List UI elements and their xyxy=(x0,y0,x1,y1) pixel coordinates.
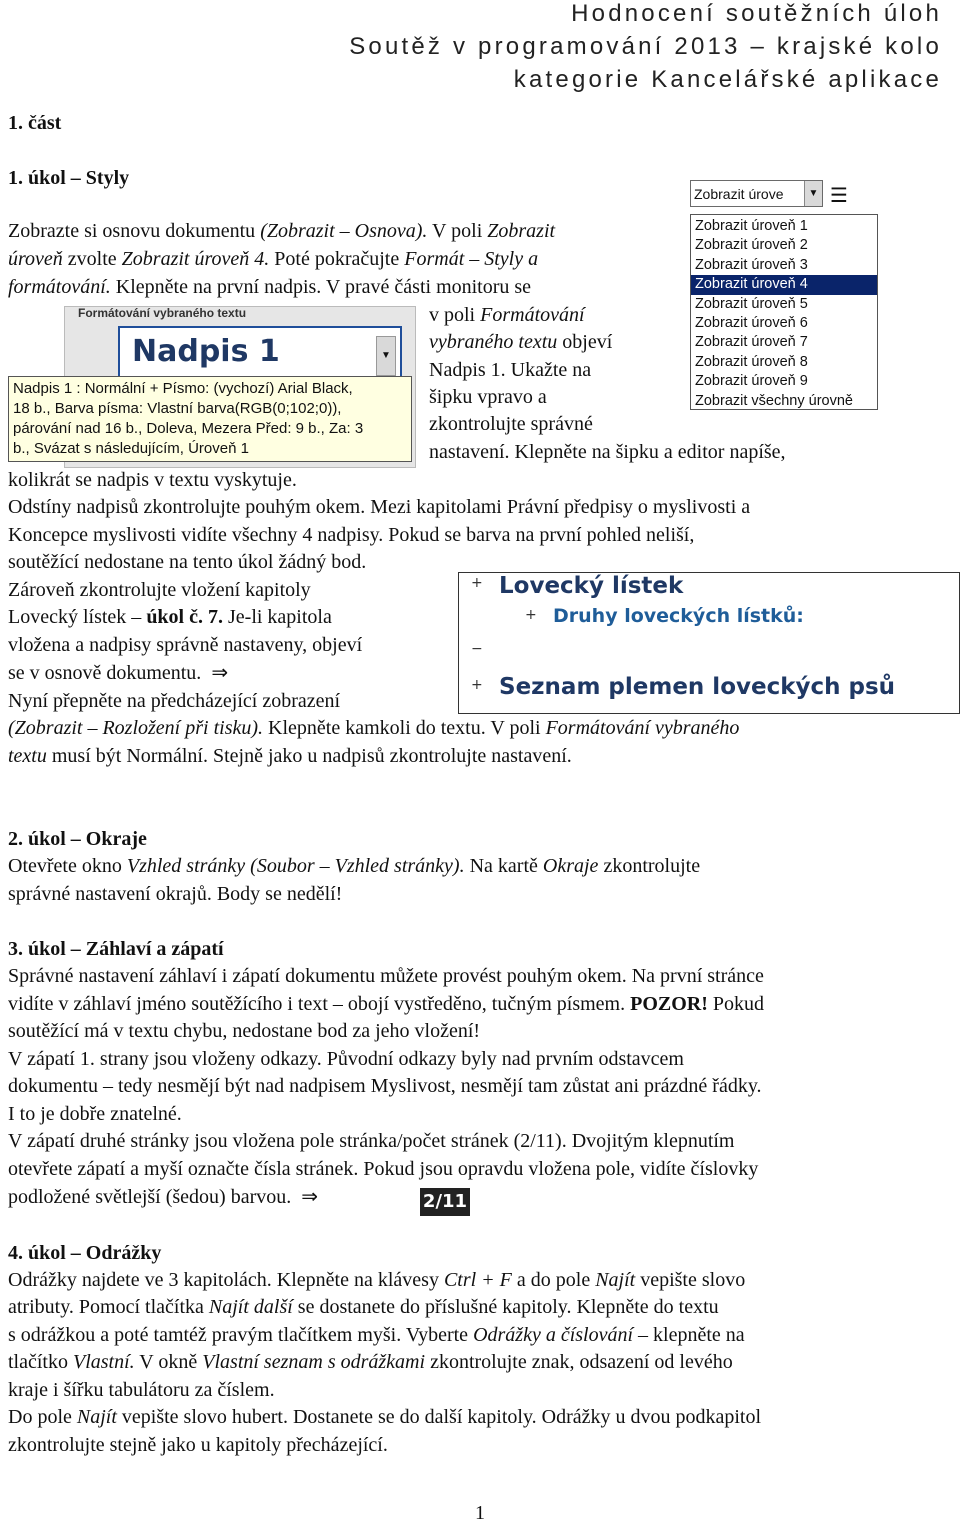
dropdown-item[interactable]: Zobrazit úroveň 8 xyxy=(695,353,808,370)
task1-line-8: zkontrolujte správné xyxy=(429,413,593,435)
task1-para4-line-3: textu musí být Normální. Stejně jako u nadpisů zkontrolujte nastavení. xyxy=(8,745,572,767)
task1-para3-line-2: Lovecký lístek – úkol č. 7. Je-li kapitola xyxy=(8,606,332,628)
task3-line-2: vidíte v záhlaví jméno soutěžícího i text – obojí vystředěno, tučným písmem. POZOR! Pokud xyxy=(8,993,765,1015)
dropdown-item[interactable]: Zobrazit úroveň 6 xyxy=(695,314,808,331)
task1-para3-line-3: vložena a nadpisy správně nastaveny, objeví xyxy=(8,634,363,656)
collapse-minus-icon: − xyxy=(471,641,483,657)
task1-line-6: Nadpis 1. Ukažte na xyxy=(429,359,592,381)
style-tooltip: Nadpis 1 : Normální + Písmo: (vychozí) Arial Black, 18 b., Barva písma: Vlastní barva(RGB(0;102;0)), párování nad 16 b., Doleva, Mezera Před: 9 b., Za: 3 b., Svázat s následujícím, Úroveň 1 xyxy=(8,376,412,462)
double-arrow-icon: ⇒ xyxy=(211,662,229,684)
dropdown-item[interactable]: Zobrazit všechny úrovně xyxy=(695,392,853,409)
task1-line-9: nastavení. Klepněte na šipku a editor napíše, xyxy=(429,441,786,463)
task4-line-4: tlačítko Vlastní. V okně Vlastní seznam s odrážkami zkontrolujte znak, odsazení od levého xyxy=(8,1351,733,1373)
expand-plus-icon: + xyxy=(471,575,483,591)
doc-header-category: kategorie Kancelářské aplikace xyxy=(513,66,942,93)
style-panel-caption: Formátování vybraného textu xyxy=(78,306,247,320)
task3-line-6: I to je dobře znatelné. xyxy=(8,1103,182,1125)
task1-line-4: v poli Formátování xyxy=(429,304,585,326)
outline-heading-1[interactable]: Lovecký lístek xyxy=(499,573,684,599)
doc-header-title: Hodnocení soutěžních úloh xyxy=(571,0,942,27)
chevron-down-icon[interactable]: ▼ xyxy=(804,181,822,206)
outline-heading-2[interactable]: Druhy loveckých lístků: xyxy=(553,605,804,627)
dropdown-item[interactable]: Zobrazit úroveň 2 xyxy=(695,237,808,254)
dropdown-item[interactable]: Zobrazit úroveň 3 xyxy=(695,256,808,273)
toolbar-lines-icon: ☰ xyxy=(830,183,848,207)
task4-heading: 4. úkol – Odrážky xyxy=(8,1242,162,1264)
task3-line-7: V zápatí druhé stránky jsou vložena pole stránka/počet stránek (2/11). Dvojitým klepnutím xyxy=(8,1130,735,1152)
doc-header-subtitle: Soutěž v programování 2013 – krajské kolo xyxy=(349,33,942,60)
task2-line-2: správné nastavení okrajů. Body se nedělí! xyxy=(8,883,343,905)
task3-line-5: dokumentu – tedy nesmějí být nad nadpisem Myslivost, nesmějí tam zůstat ani prázdné řádky. xyxy=(8,1075,762,1097)
task1-heading: 1. úkol – Styly xyxy=(8,167,130,189)
page-number: 1 xyxy=(475,1502,485,1524)
task1-para2-line-2: Koncepce myslivosti vidíte všechny 4 nadpisy. Pokud se barva na první pohled neliší, xyxy=(8,524,695,546)
task2-line-1: Otevřete okno Vzhled stránky (Soubor – Vzhled stránky). Na kartě Okraje zkontrolujte xyxy=(8,855,701,877)
task3-heading: 3. úkol – Záhlaví a zápatí xyxy=(8,938,224,960)
dropdown-item[interactable]: Zobrazit úroveň 7 xyxy=(695,334,808,351)
task1-para2-line-3: soutěžící nedostane na tento úkol žádný bod. xyxy=(8,551,367,573)
dropdown-item-selected[interactable]: Zobrazit úroveň 4 xyxy=(691,275,877,294)
expand-plus-icon: + xyxy=(471,677,483,693)
task4-line-6: Do pole Najít vepište slovo hubert. Dostanete se do další kapitoly. Odrážky u dvou podkapitol xyxy=(8,1406,762,1428)
task3-line-8: otevřete zápatí a myší označte čísla stránek. Pokud jsou opravdu vložena pole, vidíte číslovky xyxy=(8,1158,759,1180)
task3-line-1: Správné nastavení záhlaví i zápatí dokumentu můžete provést pouhým okem. Na první stránce xyxy=(8,965,764,987)
task4-line-3: s odrážkou a poté tamtéž pravým tlačítkem myši. Vyberte Odrážky a číslování – klepněte na xyxy=(8,1324,745,1346)
double-arrow-icon: ⇒ xyxy=(301,1186,319,1208)
task2-heading: 2. úkol – Okraje xyxy=(8,828,147,850)
task3-line-4: V zápatí 1. strany jsou vloženy odkazy. Původní odkazy byly nad prvním odstavcem xyxy=(8,1048,684,1070)
style-format-figure xyxy=(8,306,413,466)
page-field-badge: 2/11 xyxy=(420,1188,470,1216)
task1-line-2: úroveň zvolte Zobrazit úroveň 4. Poté pokračujte Formát – Styly a xyxy=(8,248,539,270)
task1-para3-line-1: Zároveň zkontrolujte vložení kapitoly xyxy=(8,579,311,601)
outline-level-list xyxy=(690,214,878,410)
outline-heading-3[interactable]: Seznam plemen loveckých psů xyxy=(499,674,896,700)
task1-para4-line-1: Nyní přepněte na předcházející zobrazení xyxy=(8,690,341,712)
task3-line-9: podložené světlejší (šedou) barvou. ⇒ xyxy=(8,1186,319,1208)
dropdown-item[interactable]: Zobrazit úroveň 1 xyxy=(695,218,808,234)
task1-para4-line-2: (Zobrazit – Rozložení při tisku). Klepněte kamkoli do textu. V poli Formátování vybraného xyxy=(8,717,740,739)
task1-line-1: Zobrazte si osnovu dokumentu (Zobrazit – Osnova). V poli Zobrazit xyxy=(8,220,556,242)
task1-para2-line-1: Odstíny nadpisů zkontrolujte pouhým okem. Mezi kapitolami Právní předpisy o myslivosti a xyxy=(8,496,751,518)
dropdown-item[interactable]: Zobrazit úroveň 5 xyxy=(695,295,808,312)
outline-level-dropdown-figure xyxy=(690,180,878,412)
task4-line-5: kraje i šířku tabulátoru za číslem. xyxy=(8,1379,275,1401)
task4-line-7: zkontrolujte stejně jako u kapitoly přecházející. xyxy=(8,1434,388,1456)
task1-line-5: vybraného textu objeví xyxy=(429,331,613,353)
outline-figure xyxy=(458,572,960,714)
style-name: Nadpis 1 xyxy=(132,334,280,369)
chevron-down-icon[interactable]: ▼ xyxy=(376,336,396,376)
task1-line-10: kolikrát se nadpis v textu vyskytuje. xyxy=(8,469,297,491)
outline-level-select[interactable]: Zobrazit úrove ▼ xyxy=(690,180,823,207)
task4-line-2: atributy. Pomocí tlačítka Najít další se dostanete do příslušné kapitoly. Klepněte do textu xyxy=(8,1296,719,1318)
task3-line-3: soutěžící má v textu chybu, nedostane bod za jeho vložení! xyxy=(8,1020,481,1042)
part-heading: 1. část xyxy=(8,112,62,134)
task4-line-1: Odrážky najdete ve 3 kapitolách. Klepněte na klávesy Ctrl + F a do pole Najít vepište slovo xyxy=(8,1269,746,1291)
task1-line-7: šipku vpravo a xyxy=(429,386,547,408)
dropdown-item[interactable]: Zobrazit úroveň 9 xyxy=(695,373,808,390)
expand-plus-icon: + xyxy=(525,607,537,623)
task1-para3-line-4: se v osnově dokumentu. ⇒ xyxy=(8,662,229,684)
task1-line-3: formátování. Klepněte na první nadpis. V pravé části monitoru se xyxy=(8,276,532,298)
